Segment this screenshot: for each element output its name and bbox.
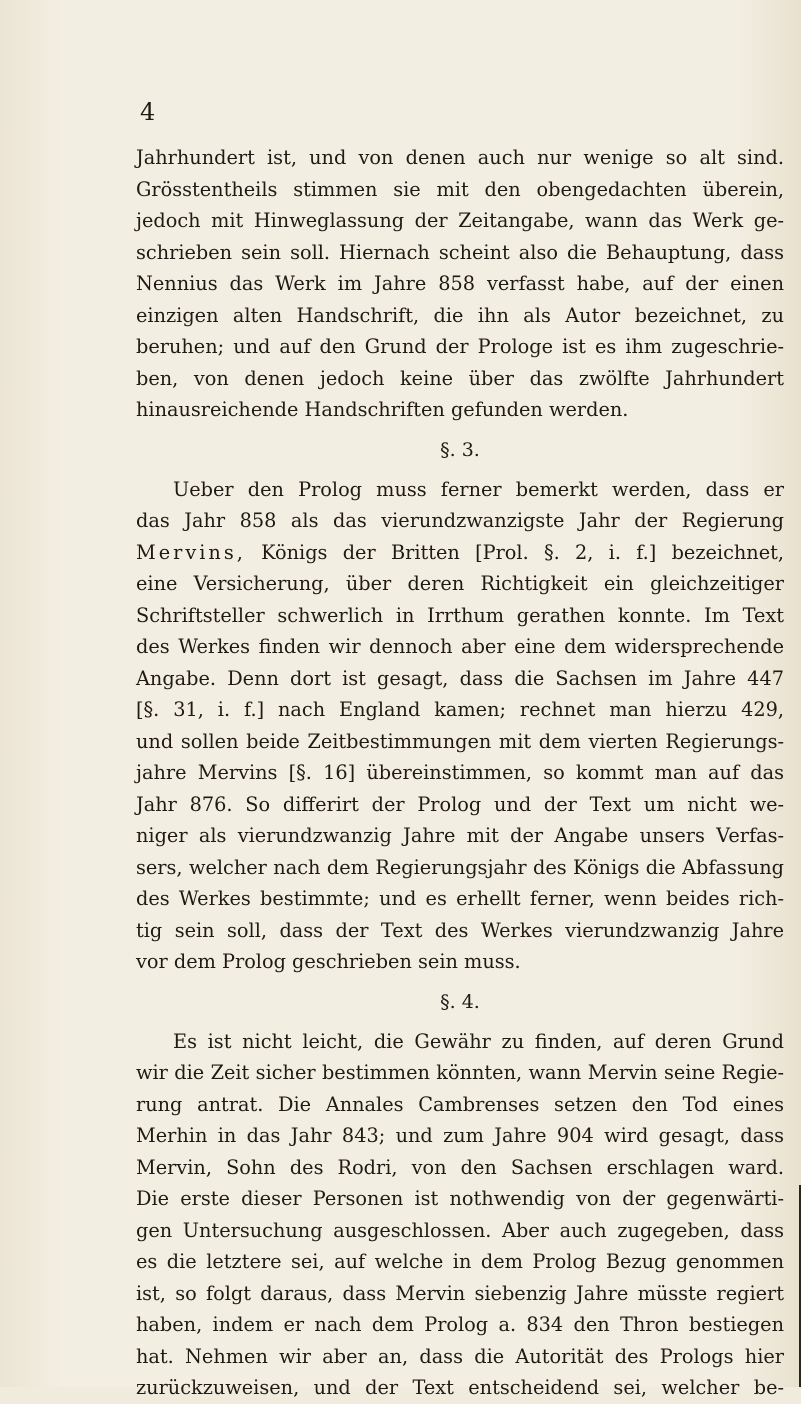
section-4-heading: §. 4. <box>440 990 480 1013</box>
text-line: Schriftsteller schwerlich in Irrthum gerathen konnte. Im Text <box>136 603 784 627</box>
text-line: Jahrhundert ist, und von denen auch nur wenige so alt sind. <box>136 146 784 169</box>
text-line: vor dem Prolog geschrieben sein muss. <box>136 950 521 973</box>
text-line: und sollen beide Zeitbestimmungen mit dem vierten Regierungs- <box>136 729 784 753</box>
text-line: beruhen; und auf den Grund der Prologe ist es ihm zugeschrie- <box>136 335 784 358</box>
text-line: Es ist nicht leicht, die Gewähr zu finden, auf deren Grund <box>173 1029 784 1053</box>
text-line: des Werkes bestimmte; und es erhellt ferner, wenn beides rich- <box>136 887 784 910</box>
text-line: Die erste dieser Personen ist nothwendig von der gegenwärti- <box>136 1187 784 1210</box>
text-line: Mervin, Sohn des Rodri, von den Sachsen erschlagen ward. <box>136 1155 784 1179</box>
page-number: 4 <box>140 98 156 126</box>
text-line: hat. Nehmen wir aber an, dass die Autorität des Prologs hier <box>136 1344 784 1368</box>
text-line: Ueber den Prolog muss ferner bemerkt werden, dass er <box>173 477 784 501</box>
text-line: [§. 31, i. f.] nach England kamen; rechnet man hierzu 429, <box>136 698 784 721</box>
text-line: das Jahr 858 als das vierundzwanzigste Jahr der Regierung <box>136 509 784 532</box>
text-line: niger als vierundzwanzig Jahre mit der Angabe unsers Verfas- <box>136 824 784 847</box>
text-line: tig sein soll, dass der Text des Werkes vierundzwanzig Jahre <box>136 918 784 942</box>
text-line: wir die Zeit sicher bestimmen könnten, wann Mervin seine Regie- <box>136 1061 784 1084</box>
text-line: einzigen alten Handschrift, die ihn als Autor bezeichnet, zu <box>136 303 784 327</box>
page-content <box>136 142 784 1404</box>
text-line: Grösstentheils stimmen sie mit den obengedachten überein, <box>136 177 784 201</box>
text-line: es die letztere sei, auf welche in dem Prolog Bezug genommen <box>136 1250 784 1273</box>
text-line: des Werkes finden wir dennoch aber eine dem widersprechende <box>136 635 784 658</box>
text-line: rung antrat. Die Annales Cambrenses setzen den Tod eines <box>136 1092 784 1116</box>
text-line: ist, so folgt daraus, dass Mervin siebenzig Jahre müsste regiert <box>136 1281 784 1305</box>
text-line: hinausreichende Handschriften gefunden werden. <box>136 398 629 421</box>
text-line: haben, indem er nach dem Prolog a. 834 den Thron bestiegen <box>136 1313 784 1336</box>
text-line <box>136 537 784 569</box>
text-span: Königs der Britten [Prol. §. 2, i. f.] bezeichnet, <box>245 540 784 564</box>
section-4-text <box>136 1026 784 1404</box>
text-line: eine Versicherung, über deren Richtigkeit ein gleichzeitiger <box>136 572 784 595</box>
text-line: Nennius das Werk im Jahre 858 verfasst habe, auf der einen <box>136 272 784 295</box>
text-line: zurückzuweisen, und der Text entscheidend sei, welcher be- <box>136 1376 784 1399</box>
text-line: jedoch mit Hinweglassung der Zeitangabe, wann das Werk ge- <box>136 209 784 232</box>
text-line: sers, welcher nach dem Regierungsjahr des Königs die Abfassung <box>136 855 784 879</box>
text-line: Angabe. Denn dort ist gesagt, dass die Sachsen im Jahre 447 <box>136 666 784 690</box>
text-line: schrieben sein soll. Hiernach scheint also die Behauptung, dass <box>136 240 784 264</box>
paragraph-1 <box>136 142 784 426</box>
section-3-text <box>136 474 784 978</box>
text-line: ben, von denen jedoch keine über das zwölfte Jahrhundert <box>136 366 784 390</box>
emphasized-name: Mervins, <box>136 540 246 564</box>
section-3-heading: §. 3. <box>440 438 480 461</box>
text-line: jahre Mervins [§. 16] übereinstimmen, so kommt man auf das <box>136 761 784 784</box>
text-line: gen Untersuchung ausgeschlossen. Aber auch zugegeben, dass <box>136 1218 784 1242</box>
text-line: Merhin in das Jahr 843; und zum Jahre 904 wird gesagt, dass <box>136 1124 784 1147</box>
text-line: Jahr 876. So differirt der Prolog und der Text um nicht we- <box>136 792 784 816</box>
